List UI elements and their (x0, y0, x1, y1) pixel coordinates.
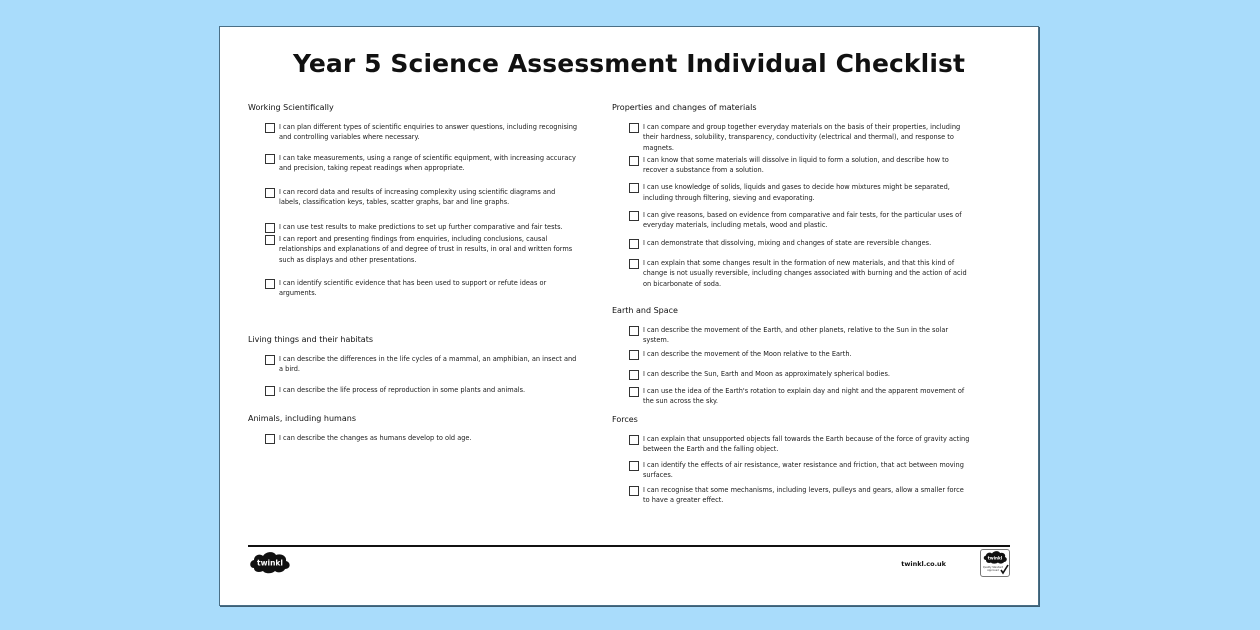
checklist-item (612, 369, 972, 379)
item-text: I can identify scientific evidence that has been used to support or refute ideas or arguments. (279, 278, 547, 298)
checklist-item (612, 485, 972, 506)
item-text: I can describe the movement of the Earth, and other planets, relative to the Sun in the solar system. (643, 326, 949, 345)
item-text: I can use test results to make predictions to set up further comparative and fair tests. (279, 222, 563, 231)
checklist-item (612, 460, 972, 481)
item-text: I can compare and group together everyday materials on the basis of their properties, including their hardness, solubility, transparency, conductivity (electrical and thermal), and response to magnets. (643, 123, 961, 152)
page-title: Year 5 Science Assessment Individual Checklist (292, 49, 966, 78)
checklist-item (248, 278, 578, 299)
checkbox[interactable] (629, 326, 639, 336)
svg-text:Approved: Approved (987, 569, 999, 572)
section-living-things (248, 335, 578, 395)
item-text: I can know that some materials will dissolve in liquid to form a solution, and describe how to recover a substance from a solution. (643, 155, 949, 175)
checklist-item (248, 234, 578, 265)
checkbox[interactable] (265, 434, 275, 444)
checklist-item (248, 153, 578, 174)
cloud-logo-icon (248, 550, 292, 574)
section-title: Living things and their habitats (248, 335, 374, 344)
item-text: I can use knowledge of solids, liquids and gases to decide how mixtures might be separated, including through filtering, sieving and evaporating. (643, 183, 950, 202)
checkbox[interactable] (629, 350, 639, 360)
checklist-item (248, 122, 578, 143)
checkbox[interactable] (265, 235, 275, 245)
section-properties-materials (612, 103, 972, 289)
twinkl-logo (248, 550, 292, 574)
checkbox[interactable] (629, 259, 639, 269)
checklist-item (612, 349, 972, 359)
checklist-item (612, 155, 972, 176)
checkbox[interactable] (629, 461, 639, 471)
item-text: I can use the idea of the Earth's rotation to explain day and night and the apparent movement of the sun across the sky. (643, 387, 965, 406)
item-text: I can give reasons, based on evidence from comparative and fair tests, for the particular uses of everyday materials, including metals, wood and plastic. (643, 211, 962, 230)
checkbox[interactable] (629, 486, 639, 496)
quality-badge-icon (981, 550, 1009, 576)
footer-divider (248, 545, 1010, 547)
checklist-item (248, 222, 578, 232)
item-text: I can describe the Sun, Earth and Moon as approximately spherical bodies. (643, 369, 890, 378)
item-text: I can identify the effects of air resistance, water resistance and friction, that act between moving surfaces. (643, 460, 964, 479)
section-working-scientifically (248, 103, 578, 299)
checkbox[interactable] (265, 386, 275, 396)
checkbox[interactable] (629, 156, 639, 166)
checklist-item (612, 122, 972, 153)
checkbox[interactable] (265, 279, 275, 289)
checkbox[interactable] (265, 223, 275, 233)
svg-text:Quality Standard: Quality Standard (982, 566, 1004, 569)
checkbox[interactable] (265, 188, 275, 198)
item-text: I can demonstrate that dissolving, mixing and changes of state are reversible changes. (643, 238, 932, 247)
item-text: I can describe the life process of reproduction in some plants and animals. (279, 385, 526, 394)
item-text: I can record data and results of increasing complexity using scientific diagrams and labels, classification keys, tables, scatter graphs, bar and line graphs. (279, 188, 556, 207)
checkbox[interactable] (629, 239, 639, 249)
svg-text:twinkl: twinkl (987, 555, 1003, 561)
svg-text:twinkl: twinkl (257, 558, 283, 568)
item-text: I can explain that unsupported objects fall towards the Earth because of the force of gravity acting between the Earth and the falling object. (643, 435, 970, 454)
checklist-item (248, 433, 578, 443)
section-title: Properties and changes of materials (612, 103, 757, 112)
item-text: I can explain that some changes result in the formation of new materials, and that this kind of change is not usually reversible, including changes associated with burning and the action of acid on bicarbonate of soda. (643, 258, 967, 288)
checkbox[interactable] (629, 211, 639, 221)
checklist-item (612, 238, 972, 248)
section-title: Earth and Space (612, 306, 678, 315)
checkbox[interactable] (265, 154, 275, 164)
checklist-item (248, 354, 578, 375)
item-text: I can report and presenting findings from enquiries, including conclusions, causal relationships and explanations of and degree of trust in results, in oral and written forms such as displays and other presentations. (279, 235, 573, 264)
checklist-page (219, 26, 1039, 606)
section-title: Working Scientifically (248, 103, 334, 112)
item-text: I can take measurements, using a range of scientific equipment, with increasing accuracy and precision, taking repeat readings when appropriate. (279, 153, 576, 172)
checklist-item (612, 434, 972, 455)
quality-standard-badge (980, 549, 1010, 577)
item-text: I can describe the differences in the life cycles of a mammal, an amphibian, an insect and a bird. (279, 355, 577, 374)
section-title: Forces (612, 415, 638, 424)
checklist-item (612, 182, 972, 203)
site-url: twinkl.co.uk (901, 560, 946, 568)
checkbox[interactable] (629, 435, 639, 445)
item-text: I can plan different types of scientific enquiries to answer questions, including recognising and controlling variables where necessary. (279, 123, 578, 142)
section-forces (612, 415, 972, 506)
item-text: I can describe the changes as humans develop to old age. (279, 434, 472, 442)
section-earth-space (612, 306, 972, 407)
checkbox[interactable] (629, 370, 639, 380)
checklist-item (612, 325, 972, 346)
item-text: I can describe the movement of the Moon relative to the Earth. (643, 349, 852, 358)
checklist-item (612, 386, 972, 407)
checklist-item (248, 385, 578, 395)
checklist-item (612, 258, 972, 289)
section-animals-humans (248, 414, 578, 443)
checkbox[interactable] (629, 387, 639, 397)
checklist-item (612, 210, 972, 231)
checkbox[interactable] (629, 183, 639, 193)
checkbox[interactable] (265, 355, 275, 365)
checklist-item (248, 187, 578, 208)
item-text: I can recognise that some mechanisms, including levers, pulleys and gears, allow a smaller force to have a greater effect. (643, 486, 964, 505)
checkbox[interactable] (629, 123, 639, 133)
checkbox[interactable] (265, 123, 275, 133)
section-title: Animals, including humans (248, 414, 356, 423)
